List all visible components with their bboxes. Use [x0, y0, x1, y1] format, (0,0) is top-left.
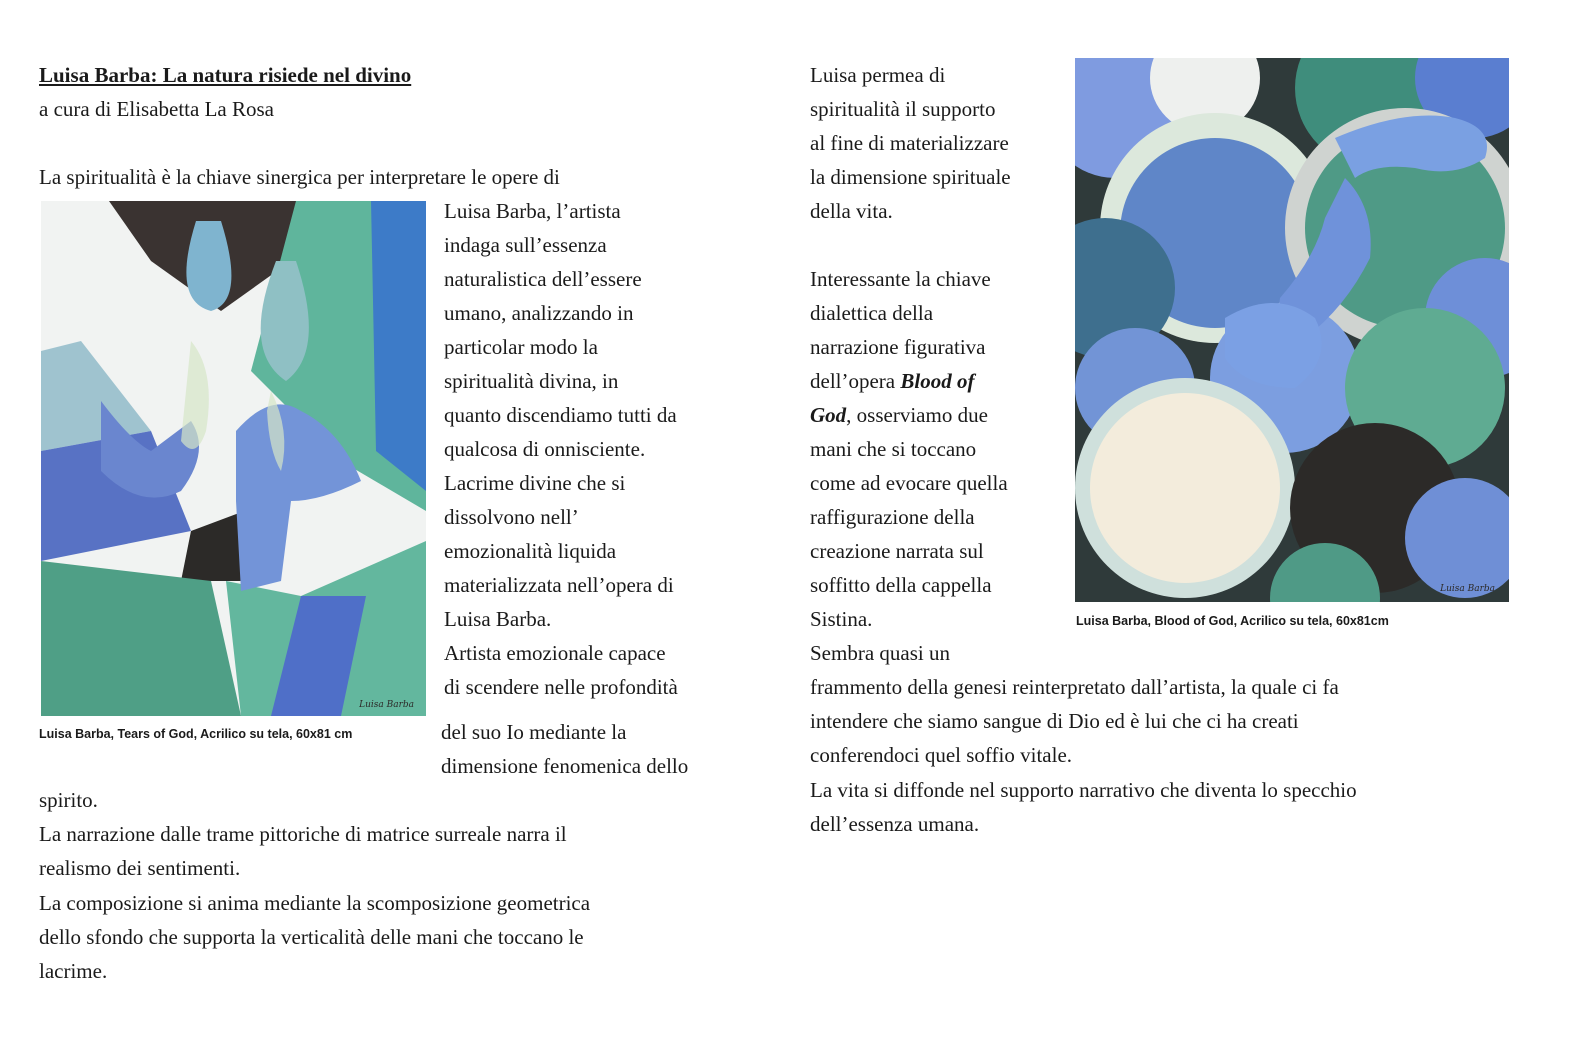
painting-tears-of-god: [41, 201, 426, 716]
left-text-line: spirito.: [39, 788, 98, 812]
right-text-line: Interessante la chiave: [810, 267, 991, 291]
left-text-line: Artista emozionale capace: [444, 641, 666, 665]
left-text-line: particolar modo la: [444, 335, 598, 359]
right-text-line: dell’essenza umana.: [810, 812, 980, 836]
opera-title-part1: Blood of: [900, 369, 975, 393]
right-text-line: al fine di materializzare: [810, 131, 1009, 155]
left-text-line: dimensione fenomenica dello: [441, 754, 689, 778]
left-text-line: Luisa Barba.: [444, 607, 552, 631]
opera-suffix: , osserviamo due: [846, 403, 988, 427]
left-text-line: lacrime.: [39, 959, 108, 983]
left-text-line: dello sfondo che supporta la verticalità delle mani che toccano le: [39, 925, 584, 949]
right-text-line: La vita si diffonde nel supporto narrativo che diventa lo specchio: [810, 778, 1357, 802]
right-text-line: soffitto della cappella: [810, 573, 992, 597]
tears-image-caption: Luisa Barba, Tears of God, Acrilico su tela, 60x81 cm: [39, 727, 353, 741]
right-text-line: come ad evocare quella: [810, 471, 1008, 495]
blood-image-caption: Luisa Barba, Blood of God, Acrilico su tela, 60x81cm: [1076, 614, 1389, 628]
right-text-line-opera-2: [810, 398, 988, 432]
left-text-line: del suo Io mediante la: [441, 720, 627, 744]
left-text-line: Luisa Barba, l’artista: [444, 199, 621, 223]
left-text-line: umano, analizzando in: [444, 301, 634, 325]
left-text-line: Lacrime divine che si: [444, 471, 626, 495]
opera-prefix: dell’opera: [810, 369, 901, 393]
left-text-line: indaga sull’essenza: [444, 233, 607, 257]
right-text-line: conferendoci quel soffio vitale.: [810, 743, 1073, 767]
right-text-line: narrazione figurativa: [810, 335, 986, 359]
left-text-line: qualcosa di onnisciente.: [444, 437, 646, 461]
left-text-line: quanto discendiamo tutti da: [444, 403, 677, 427]
right-text-line: Sembra quasi un: [810, 641, 950, 665]
opera-title-part2: God: [810, 403, 847, 427]
left-text-line: dissolvono nell’: [444, 505, 579, 529]
right-text-line: Luisa permea di: [810, 63, 946, 87]
right-text-line: la dimensione spirituale: [810, 165, 1011, 189]
tears-signature: Luisa Barba: [359, 700, 414, 710]
left-text-line: materializzata nell’opera di: [444, 573, 674, 597]
left-text-line: La narrazione dalle trame pittoriche di matrice surreale narra il: [39, 822, 567, 846]
left-text-line: La composizione si anima mediante la scomposizione geometrica: [39, 891, 591, 915]
right-text-line: creazione narrata sul: [810, 539, 984, 563]
right-text-line: mani che si toccano: [810, 437, 977, 461]
right-text-line-opera: [810, 364, 974, 398]
blood-signature: Luisa Barba: [1440, 584, 1495, 594]
left-text-line: spiritualità divina, in: [444, 369, 619, 393]
right-text-line: della vita.: [810, 199, 893, 223]
right-text-line: Sistina.: [810, 607, 873, 631]
left-text-line: La spiritualità è la chiave sinergica per interpretare le opere di: [39, 165, 560, 189]
right-text-line: dialettica della: [810, 301, 934, 325]
article-title: Luisa Barba: La natura risiede nel divino: [39, 63, 412, 87]
painting-blood-of-god: [1075, 58, 1509, 602]
right-text-line: raffigurazione della: [810, 505, 975, 529]
right-text-line: frammento della genesi reinterpretato dall’artista, la quale ci fa: [810, 675, 1339, 699]
left-text-line: naturalistica dell’essere: [444, 267, 642, 291]
right-text-line: spiritualità il supporto: [810, 97, 996, 121]
left-text-line: realismo dei sentimenti.: [39, 856, 241, 880]
article-byline: a cura di Elisabetta La Rosa: [39, 97, 274, 121]
right-text-line: intendere che siamo sangue di Dio ed è lui che ci ha creati: [810, 709, 1299, 733]
left-text-line: di scendere nelle profondità: [444, 675, 678, 699]
left-text-line: emozionalità liquida: [444, 539, 617, 563]
